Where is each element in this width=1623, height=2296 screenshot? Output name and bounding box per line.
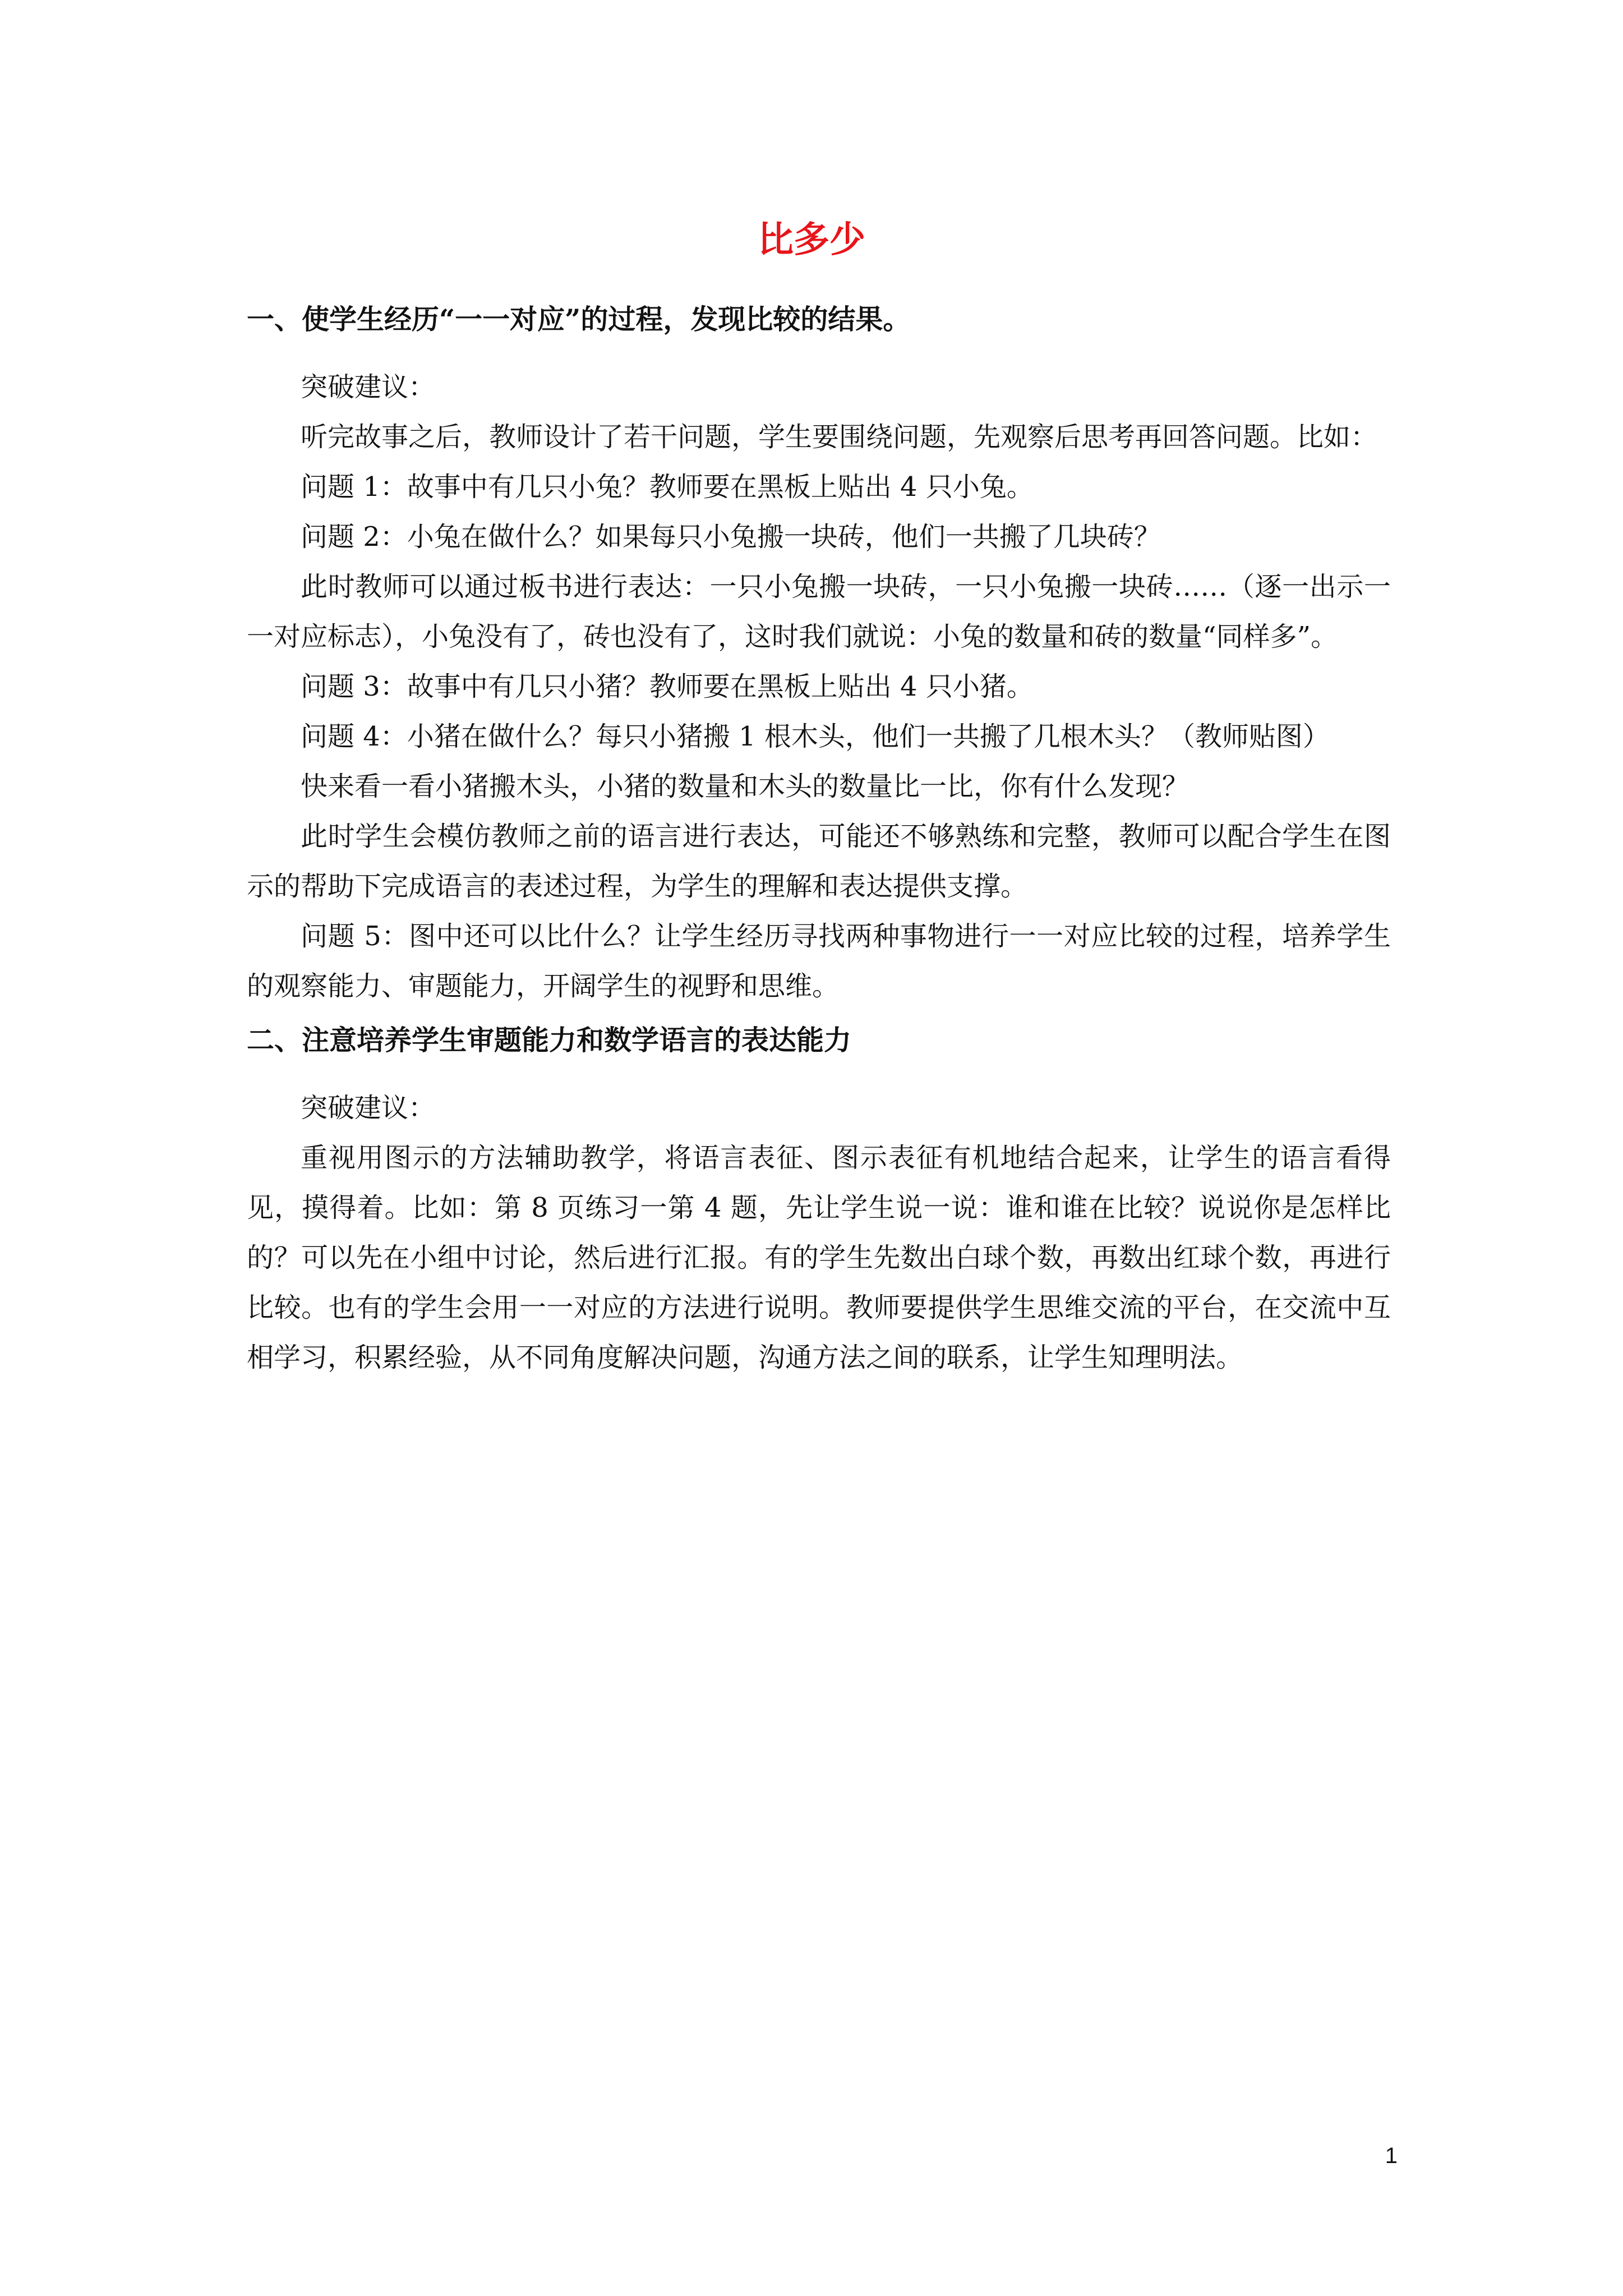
- section-1: [247, 297, 1391, 1011]
- paragraph: 听完故事之后，教师设计了若干问题，学生要围绕问题，先观察后思考再回答问题。比如：: [301, 421, 1378, 453]
- document-body: [247, 297, 1391, 1383]
- paragraph: 重视用图示的方法辅助教学，将语言表征、图示表征有机地结合起来，让学生的语言看得见，摸得着。比如：第 8 页练习一第 4 题，先让学生说一说：谁和谁在比较？说说你是怎样比的？可以先在小组中讨论，然后进行汇报。有的学生先数出白球个数，再数出红球个数，再进行比较。也有的学生会用一一对应的方法进行说明。教师要提供学生思维交流的平台，在交流中互相学习，积累经验，从不同角度解决问题，沟通方法之间的联系，让学生知理明法。: [247, 1142, 1391, 1373]
- section-heading: 一、使学生经历“一一对应”的过程，发现比较的结果。: [247, 303, 911, 335]
- paragraph: 此时学生会模仿教师之前的语言进行表达，可能还不够熟练和完整，教师可以配合学生在图示的帮助下完成语言的表述过程，为学生的理解和表达提供支撑。: [247, 821, 1391, 902]
- paragraph: 此时教师可以通过板书进行表达：一只小兔搬一块砖，一只小兔搬一块砖……（逐一出示一一对应标志），小兔没有了，砖也没有了，这时我们就说：小兔的数量和砖的数量“同样多”。: [247, 571, 1391, 652]
- paragraph: 问题 5：图中还可以比什么？让学生经历寻找两种事物进行一一对应比较的过程，培养学生的观察能力、审题能力，开阔学生的视野和思维。: [247, 921, 1391, 1002]
- paragraph: 问题 4：小猪在做什么？每只小猪搬 1 根木头，他们一共搬了几根木头？（教师贴图）: [301, 721, 1330, 752]
- paragraph: 问题 3：故事中有几只小猪？教师要在黑板上贴出 4 只小猪。: [301, 671, 1034, 702]
- paragraph: 问题 2：小兔在做什么？如果每只小兔搬一块砖，他们一共搬了几块砖？: [301, 521, 1161, 553]
- document-title: 比多少: [758, 219, 865, 261]
- paragraph: 突破建议：: [301, 1092, 436, 1124]
- paragraph: 问题 1：故事中有几只小兔？教师要在黑板上贴出 4 只小兔。: [301, 471, 1034, 503]
- paragraph: 快来看一看小猪搬木头，小猪的数量和木头的数量比一比，你有什么发现？: [301, 771, 1189, 802]
- section-heading: 二、注意培养学生审题能力和数学语言的表达能力: [247, 1024, 852, 1056]
- paragraph: 突破建议：: [301, 371, 436, 403]
- page-number: 1: [1385, 2143, 1398, 2168]
- section-2: [247, 1018, 1391, 1383]
